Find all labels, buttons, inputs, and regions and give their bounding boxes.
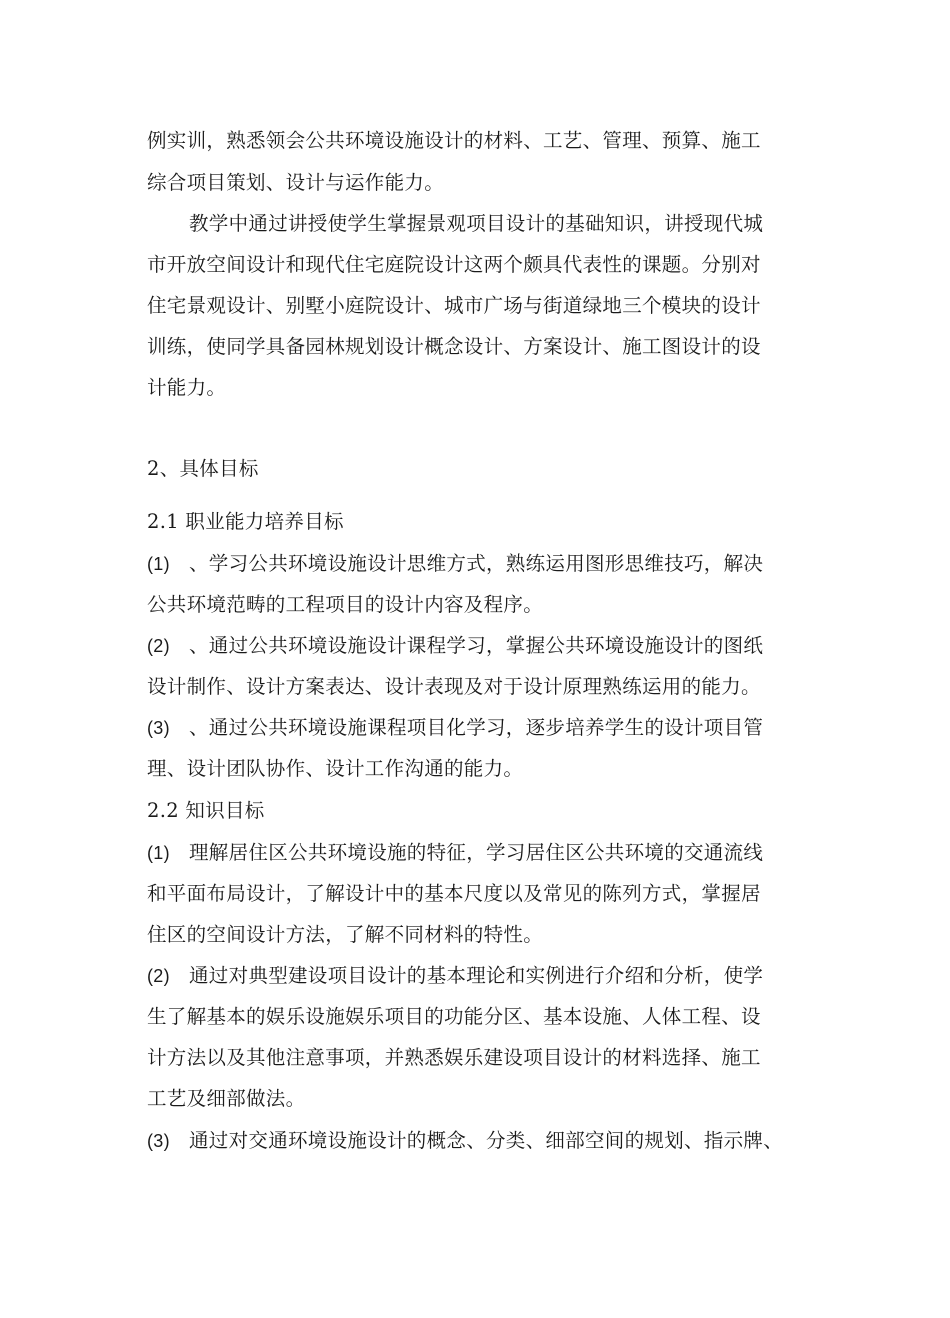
item-number: (3) <box>147 1131 170 1151</box>
knowledge-1-line-2: 和平面布局设计，了解设计中的基本尺度以及常见的陈列方式，掌握居 <box>147 882 761 905</box>
teaching-line-3: 住宅景观设计、别墅小庭院设计、城市广场与街道绿地三个模块的设计 <box>147 294 761 317</box>
teaching-line-5: 计能力。 <box>147 376 227 399</box>
item-text: 、通过公共环境设施课程项目化学习，逐步培养学生的设计项目管 <box>189 716 764 739</box>
item-number: (2) <box>147 966 170 986</box>
item-number: (2) <box>147 636 170 656</box>
objective-2-1-1-line-1 <box>147 551 763 577</box>
item-number: (3) <box>147 718 170 738</box>
item-number: (1) <box>147 843 170 863</box>
objective-2-1-2-line-2: 设计制作、设计方案表达、设计表现及对于设计原理熟练运用的能力。 <box>147 675 761 698</box>
teaching-line-1: 教学中通过讲授使学生掌握景观项目设计的基础知识，讲授现代城 <box>189 212 764 235</box>
knowledge-1-line-3: 住区的空间设计方法，了解不同材料的特性。 <box>147 923 544 946</box>
knowledge-2-line-4: 工艺及细部做法。 <box>147 1087 306 1110</box>
item-text: 、通过公共环境设施设计课程学习，掌握公共环境设施设计的图纸 <box>189 634 764 657</box>
teaching-line-2: 市开放空间设计和现代住宅庭院设计这两个颇具代表性的课题。分别对 <box>147 253 761 276</box>
teaching-line-4: 训练，使同学具备园林规划设计概念设计、方案设计、施工图设计的设 <box>147 335 761 358</box>
item-text: 通过对典型建设项目设计的基本理论和实例进行介绍和分析，使学 <box>189 964 764 987</box>
objective-2-1-3-line-2: 理、设计团队协作、设计工作沟通的能力。 <box>147 757 524 780</box>
item-text: 、学习公共环境设施设计思维方式，熟练运用图形思维技巧，解决 <box>189 552 764 575</box>
item-text: 理解居住区公共环境设施的特征，学习居住区公共环境的交通流线 <box>189 841 764 864</box>
knowledge-3-line-1 <box>147 1128 783 1154</box>
knowledge-2-line-3: 计方法以及其他注意事项，并熟悉娱乐建设项目设计的材料选择、施工 <box>147 1046 761 1069</box>
knowledge-2-line-1 <box>147 963 763 989</box>
item-number: (1) <box>147 554 170 574</box>
objective-2-1-1-line-2: 公共环境范畴的工程项目的设计内容及程序。 <box>147 593 544 616</box>
knowledge-2-line-2: 生了解基本的娱乐设施娱乐项目的功能分区、基本设施、人体工程、设 <box>147 1005 761 1028</box>
item-text: 通过对交通环境设施设计的概念、分类、细部空间的规划、指示牌、 <box>189 1129 784 1152</box>
section-2-1-heading: 2.1 职业能力培养目标 <box>147 510 344 533</box>
intro-line-1: 例实训，熟悉领会公共环境设施设计的材料、工艺、管理、预算、施工 <box>147 129 761 152</box>
section-2-heading: 2、具体目标 <box>147 457 259 480</box>
objective-2-1-2-line-1 <box>147 633 763 659</box>
intro-line-2: 综合项目策划、设计与运作能力。 <box>147 171 445 194</box>
objective-2-1-3-line-1 <box>147 715 763 741</box>
section-2-2-heading: 2.2 知识目标 <box>147 799 265 822</box>
knowledge-1-line-1 <box>147 840 763 866</box>
